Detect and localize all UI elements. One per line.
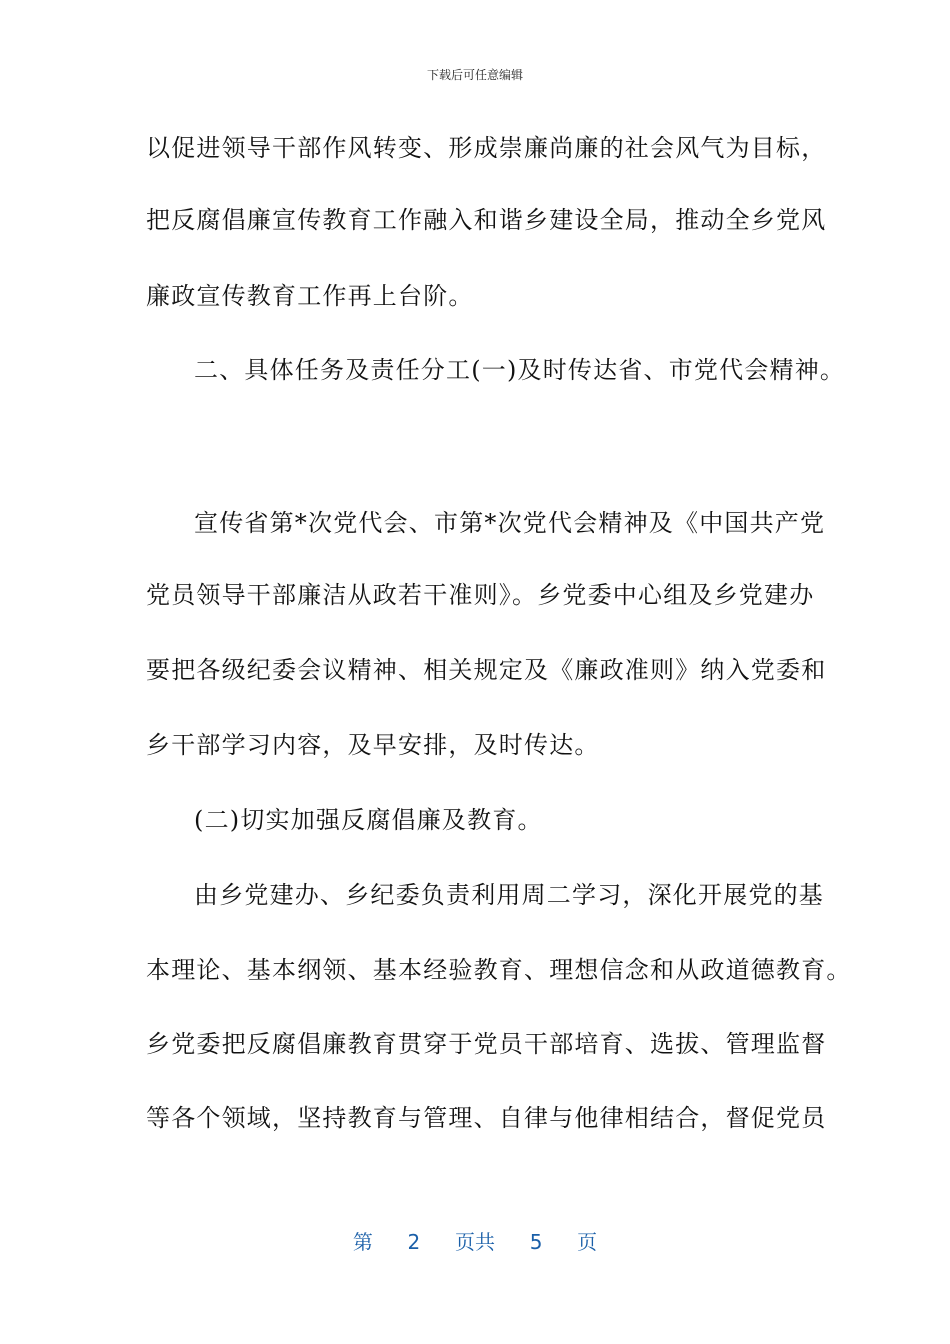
header-note: 下载后可任意编辑 — [426, 68, 523, 82]
total-pages-number: 5 — [529, 1230, 543, 1254]
body-line: 把反腐倡廉宣传教育工作融入和谐乡建设全局，推动全乡党风 — [146, 206, 827, 234]
body-line: 廉政宣传教育工作再上台阶。 — [146, 282, 474, 310]
subsection-heading: (二)切实加强反腐倡廉及教育。 — [194, 806, 543, 834]
footer-suffix: 页 — [577, 1230, 598, 1254]
body-line: 宣传省第*次党代会、市第*次党代会精神及《中国共产党 — [194, 509, 826, 537]
body-line: 乡干部学习内容，及早安排，及时传达。 — [146, 731, 600, 759]
footer-prefix: 第 — [352, 1230, 373, 1254]
body-line: 要把各级纪委会议精神、相关规定及《廉政准则》纳入党委和 — [146, 656, 827, 684]
body-line: 等各个领域，坚持教育与管理、自律与他律相结合，督促党员 — [146, 1104, 827, 1132]
body-line: 本理论、基本纲领、基本经验教育、理想信念和从政道德教育。 — [146, 956, 852, 984]
body-line: 以促进领导干部作风转变、形成崇廉尚廉的社会风气为目标， — [146, 134, 827, 162]
page-number-footer — [0, 1226, 950, 1255]
section-heading: 二、具体任务及责任分工(一)及时传达省、市党代会精神。 — [194, 356, 846, 384]
body-line: 由乡党建办、乡纪委负责利用周二学习，深化开展党的基 — [194, 881, 824, 909]
body-line: 党员领导干部廉洁从政若干准则》。乡党委中心组及乡党建办 — [146, 581, 815, 609]
footer-middle: 页共 — [455, 1230, 495, 1254]
current-page-number: 2 — [407, 1230, 421, 1254]
body-line: 乡党委把反腐倡廉教育贯穿于党员干部培育、选拔、管理监督 — [146, 1030, 827, 1058]
